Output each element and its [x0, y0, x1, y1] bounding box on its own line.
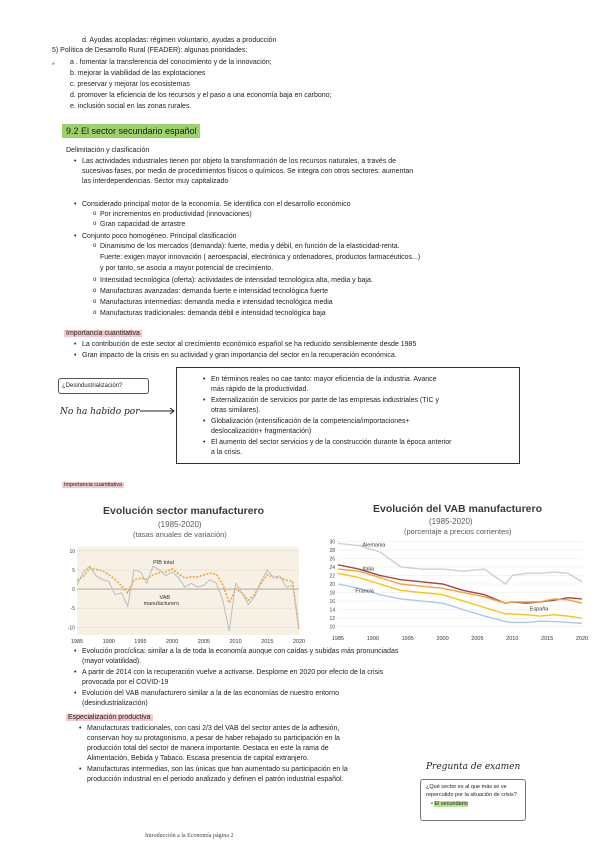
chart2-subtitle-1: (1985-2020) — [429, 517, 473, 526]
chart1-xtick: 1985 — [70, 639, 84, 645]
intro-item-5: 5) Política de Desarrollo Rural (FEADER): algunas prioridades: — [52, 47, 248, 54]
intro-sub-e: e. inclusión social en las zonas rurales. — [70, 103, 192, 110]
chart2-ytick: 14 — [329, 607, 335, 614]
chart1-subtitle-1: (1985-2020) — [158, 520, 202, 529]
chart1-ytick: -5 — [70, 606, 75, 613]
chart2-plot — [310, 495, 588, 645]
chart1-label-pib: PIB total — [153, 560, 174, 567]
question-answer-text: El secundario — [434, 801, 468, 807]
espec-b1-1: • Manufacturas tradicionales, con casi 2/3 del VAB del sector antes de la adhesión, — [87, 724, 339, 733]
motor-sub-1: o Por incrementos en productividad (innovaciones) — [100, 210, 252, 219]
especializacion-heading-text: Especialización productiva — [68, 714, 151, 721]
chart-manufacturero — [63, 499, 311, 645]
chart1-ytick: 0 — [72, 587, 75, 594]
delim-bullet-1b: sucesivas fases, por medio de procedimientos físicos o químicos. Se integra con otros sectores: aumentan — [82, 168, 414, 175]
chart2-ytick: 18 — [329, 590, 335, 597]
chart2-xtick: 1995 — [401, 636, 414, 642]
chart1-ytick: 5 — [72, 567, 75, 574]
chart2-ytick: 30 — [329, 539, 335, 546]
especializacion-heading — [66, 713, 153, 722]
chart2-subtitle-2: (porcentaje a precios corrientes) — [404, 527, 512, 536]
intro-sub-c: c. preservar y mejorar los ecosistemas — [70, 81, 190, 88]
chart1-xtick: 2000 — [166, 639, 179, 645]
chart1-xtick: 2015 — [261, 639, 274, 645]
chart1-title: Evolución sector manufacturero — [103, 505, 265, 517]
chart2-ytick: 22 — [329, 573, 335, 580]
chart1-xtick: 1995 — [134, 639, 147, 645]
importancia-label-small — [62, 481, 124, 490]
reason-1: • En términos reales no cae tanto: mayor eficiencia de la industria. Avance — [211, 375, 437, 384]
question-text-1: ¿Qué sector es al que más se ve — [426, 784, 507, 790]
delim-bullet-1: • Las actividades industriales tienen por objeto la transformación de los recursos naturales, a través de — [82, 157, 396, 166]
reason-3: • Globalización (intensificación de la competencia/importaciones+ — [211, 417, 410, 426]
section-title: 9.2 El sector secundario español — [62, 124, 200, 138]
question-answer: • El secundario — [431, 801, 468, 807]
conjunto-sub-1b: Fuerte: exigen mayor innovación ( aeroespacial, electrónica y ordenadores, productos farmacéuticos...) — [100, 254, 421, 261]
espec-b1-3: producción total del sector de manera importante. Destaca en este la rama de — [87, 745, 329, 752]
espec-b1-2: conservan hoy su protagonismo, a pesar de haber rebajado su participación en la — [87, 735, 340, 742]
importancia-label-small-text: Importancia cuantitativa — [64, 482, 123, 488]
chart1-xtick: 2010 — [229, 639, 242, 645]
chart1-subtitle-2: (tasas anuales de variación) — [133, 530, 227, 539]
question-handwritten-title: Pregunta de examen — [426, 762, 521, 772]
evolucion-bullet-3b: (desindustrialización) — [82, 700, 148, 707]
chart2-ytick: 20 — [329, 582, 335, 588]
chart1-xtick: 2005 — [197, 639, 210, 645]
reason-4: • El aumento del sector servicios y de la construcción durante la época anterior — [211, 438, 451, 447]
espec-b1-4: Alimentación, Bebida y Tabaco. Escasa presencia de capital extranjero. — [87, 755, 309, 762]
chart2-ytick: 28 — [329, 547, 335, 554]
conjunto-sub-5: o Manufacturas tradicionales: demanda débil e intensidad tecnológica baja — [100, 309, 326, 318]
chart1-label-manufacturero: manufacturero — [143, 601, 180, 608]
chart2-xtick: 2020 — [575, 636, 588, 642]
reason-3b: deslocalización+ fragmentación) — [211, 428, 312, 435]
chart1-plot — [63, 499, 311, 645]
evolucion-bullet-3: • Evolución del VAB manufacturero similar a la de las economías de nuestro entorno — [82, 689, 339, 698]
intro-sub-b: b. mejorar la viabilidad de las explotaciones — [70, 70, 206, 77]
intro-sub-d: d. promover la eficiencia de los recursos y el paso a una economía baja en carbono; — [70, 92, 332, 99]
motor-bullet: • Considerado principal motor de la economía. Se identifica con el desarrollo económico — [82, 200, 350, 209]
delimitacion-heading: Delimitación y clasificación — [66, 147, 150, 154]
chart-vab — [310, 495, 588, 645]
evolucion-bullet-2b: provocada por el COVID-19 — [82, 679, 169, 686]
evolucion-bullet-1: • Evolución procíclica: similar a la de toda la economía aunque con caídas y subidas más pronunciadas — [82, 647, 398, 656]
importancia-heading — [64, 329, 142, 338]
chart2-label-alemania: Alemania — [362, 542, 386, 549]
chart2-xtick: 2005 — [471, 636, 484, 642]
evolucion-bullet-1b: (mayor volatilidad). — [82, 658, 142, 665]
chart2-xtick: 1990 — [366, 636, 379, 642]
reason-2: • Externalización de servicios por parte de las empresas industriales (TIC y — [211, 396, 439, 405]
chart1-xtick: 2020 — [292, 639, 306, 645]
intro-item-d: d. Ayudas acopladas: régimen voluntario, ayudas a producción — [82, 37, 277, 44]
chart2-label-francia: Francia — [355, 588, 374, 595]
chart2-ytick: 26 — [329, 556, 335, 563]
stray-mark: * — [52, 63, 55, 69]
chart1-xtick: 1990 — [102, 639, 115, 645]
conjunto-sub-2: o Intensidad tecnológica (oferta): actividades de intensidad tecnológica alta, media y baja. — [100, 276, 373, 285]
chart2-label-españa: España — [529, 606, 549, 613]
handwritten-note: No ha habido por — [60, 407, 140, 417]
desindustrializacion-note: ¿Desindustrialización? — [58, 378, 149, 394]
page-footer: Introducción a la Economía página 2 — [145, 833, 234, 839]
chart2-ytick: 10 — [329, 624, 335, 631]
espec-b2-2: producción industrial en el periodo analizado y definen el patrón industrial español. — [87, 776, 344, 783]
evolucion-bullet-2: • A partir de 2014 con la recuperación vuelve a activarse. Desplome en 2020 por efecto de la crisis — [82, 668, 383, 677]
reasons-box — [176, 367, 520, 464]
motor-sub-2: o Gran capacidad de arrastre — [100, 220, 185, 229]
importancia-bullet-1: • La contribución de este sector al crecimiento económico español se ha reducido sensiblemente desde 1985 — [82, 340, 416, 349]
chart2-ytick: 12 — [329, 616, 335, 623]
chart1-ytick: -10 — [67, 625, 75, 632]
chart2-title: Evolución del VAB manufacturero — [373, 503, 542, 515]
arrow-icon — [140, 406, 178, 416]
reason-4b: a la crisis. — [211, 449, 243, 456]
chart2-ytick: 24 — [329, 564, 335, 571]
conjunto-bullet: • Conjunto poco homogéneo. Principal clasificación — [82, 232, 236, 241]
reason-1b: más rápido de la productividad. — [211, 386, 309, 393]
question-box — [420, 779, 526, 821]
conjunto-sub-1: o Dinamismo de los mercados (demanda): fuerte, media y débil, en función de la elasticidad-renta. — [100, 242, 400, 251]
chart1-plot-bg — [77, 547, 299, 635]
chart2-xtick: 2000 — [436, 636, 449, 642]
chart2-ytick: 16 — [329, 599, 335, 606]
chart2-label-italia: Italia — [362, 566, 375, 573]
question-text-2: repercutido por la situación de crisis? — [426, 792, 517, 798]
reason-2b: otras similares). — [211, 407, 261, 414]
chart1-label-vab: VAB — [159, 595, 171, 602]
conjunto-sub-3: o Manufacturas avanzadas: demanda fuerte e intensidad tecnológica fuerte — [100, 287, 328, 296]
conjunto-sub-1c: y por tanto, se asocia a mayor potencial de crecimiento. — [100, 265, 274, 272]
chart2-xtick: 2010 — [506, 636, 519, 642]
espec-b2-1: • Manufacturas intermedias, son las únicas que han aumentado su participación en la — [87, 765, 348, 774]
importancia-heading-text: Importancia cuantitativa — [66, 330, 140, 337]
chart2-xtick: 1985 — [331, 636, 345, 642]
intro-sub-a: a . fomentar la transferencia del conocimiento y de la innovación; — [70, 59, 272, 66]
importancia-bullet-2: • Gran impacto de la crisis en su actividad y gran importancia del sector en la recuperación económica. — [82, 351, 397, 360]
conjunto-sub-4: o Manufacturas intermedias: demanda media e intensidad tecnológica media — [100, 298, 333, 307]
chart2-xtick: 2015 — [541, 636, 554, 642]
delim-bullet-1c: las interdependencias. Sector muy capitalizado — [82, 178, 229, 185]
chart1-ytick: 10 — [69, 548, 75, 555]
